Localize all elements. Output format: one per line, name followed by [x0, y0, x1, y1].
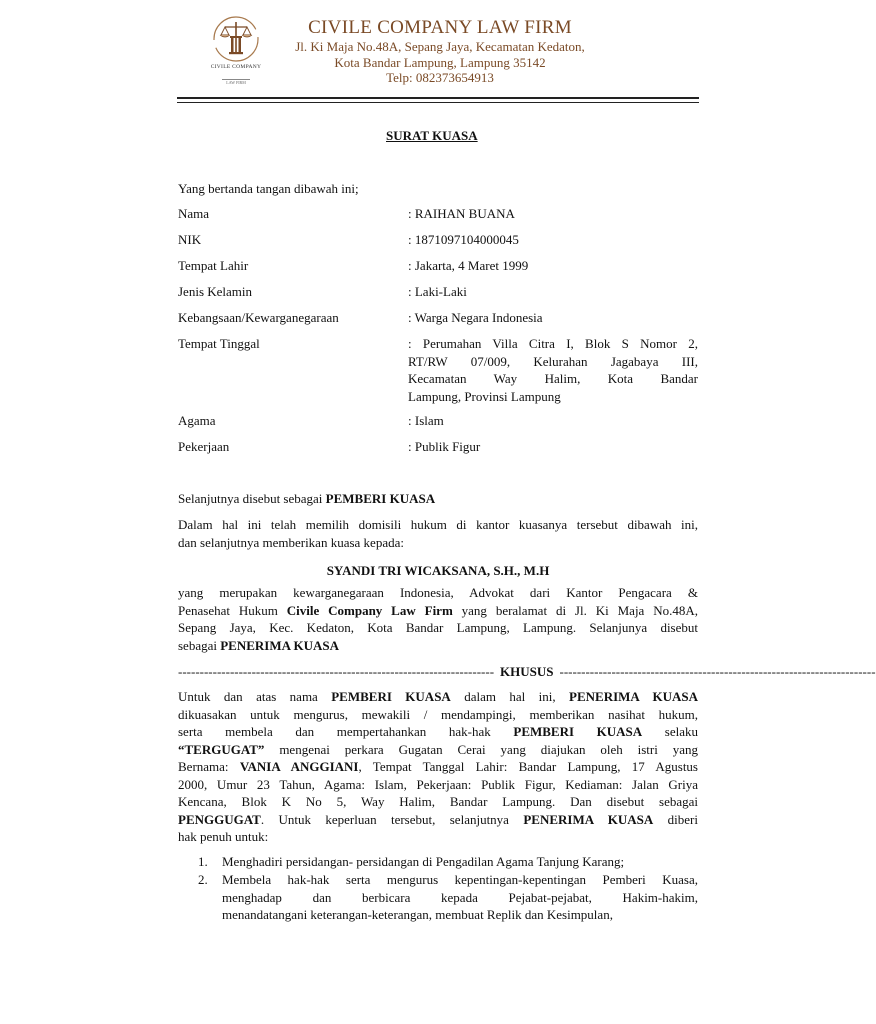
paragraph-line: [178, 741, 698, 759]
intro-text: Yang bertanda tangan dibawah ini;: [178, 181, 359, 196]
letterhead: [290, 17, 590, 86]
pemberi-prefix: Selanjutnya disebut sebagai: [178, 491, 326, 506]
pemberi-kuasa-term: PEMBERI KUASA: [325, 491, 436, 506]
paragraph-line: [178, 688, 698, 706]
khusus-divider: [178, 663, 876, 680]
bold-term: PEMBERI KUASA: [513, 724, 643, 739]
phone-number: Telp: 082373654913: [386, 70, 494, 85]
header-divider-thick: [177, 97, 699, 99]
text-run: Untuk dan atas nama: [178, 689, 332, 704]
bold-term: PENERIMA KUASA: [523, 811, 654, 827]
text-run: dalam hal ini,: [450, 689, 570, 704]
field-label-tempat-lahir: Tempat Lahir: [178, 258, 249, 273]
list-number: 2.: [198, 872, 208, 887]
field-value-agama: : Islam: [408, 413, 444, 428]
address-value-line: RT/RW 07/009, Kelurahan Jagabaya III,: [408, 353, 698, 369]
paragraph-line: yang merupakan kewarganegaraan Indonesia, Advokat dari Kantor Pengacara &: [178, 585, 698, 600]
field-label-nik: NIK: [178, 232, 202, 247]
bold-term: VANIA ANGGIANI: [239, 759, 359, 774]
field-value-tempat-lahir: : Jakarta, 4 Maret 1999: [408, 258, 529, 273]
address-value-line: Kecamatan Way Halim, Kota Bandar: [408, 371, 698, 386]
paragraph-line: dikuasakan untuk mengurus, mewakili / mendampingi, memberikan nasihat hukum,: [178, 706, 698, 722]
field-value-pekerjaan: : Publik Figur: [408, 439, 481, 454]
paragraph-line: Sepang Jaya, Kec. Kedaton, Kota Bandar Lampung, Lampung. Selanjunya disebut: [178, 620, 698, 635]
field-value-tempat-tinggal: [408, 335, 698, 405]
firm-name: CIVILE COMPANY LAW FIRM: [308, 17, 572, 38]
scales-of-justice-icon: [210, 14, 262, 64]
penerima-kuasa-name: SYANDI TRI WICAKSANA, S.H., M.H: [326, 563, 550, 578]
field-label-kebangsaan: Kebangsaan/Kewarganegaraan: [178, 310, 339, 325]
domisili-paragraph: [178, 516, 698, 551]
field-label-agama: Agama: [178, 413, 216, 428]
paragraph-line: 2000, Umur 23 Tahun, Agama: Islam, Pekerjaan: Publik Figur, Kediaman: Jalan Griya: [178, 776, 698, 792]
dash-line-right: -------------------------------------------------------------------------: [559, 664, 876, 679]
kuasa-paragraph: [178, 688, 698, 846]
text-run: Penasehat Hukum: [178, 602, 287, 618]
field-value-kebangsaan: : Warga Negara Indonesia: [408, 310, 543, 325]
field-label-nama: Nama: [178, 206, 210, 221]
list-number: 1.: [198, 854, 208, 869]
field-value-nik: : 1871097104000045: [408, 232, 519, 247]
paragraph-line: [178, 602, 698, 620]
paragraph-line: [178, 723, 698, 741]
field-value-jenis-kelamin: : Laki-Laki: [408, 284, 467, 299]
paragraph-line: Kencana, Blok K No 5, Way Halim, Bandar Lampung. Dan disebut sebagai: [178, 794, 698, 809]
paragraph-line: dan selanjutnya memberikan kuasa kepada:: [178, 534, 404, 550]
document-title: SURAT KUASA: [386, 128, 478, 143]
list-item-line: menghadap dan berbicara kepada Pejabat-pejabat, Hakim-hakim,: [222, 889, 698, 905]
header-divider-thin: [177, 102, 699, 103]
text-run: yang beralamat di Jl. Ki Maja No.48A,: [452, 602, 698, 618]
field-value-nama: : RAIHAN BUANA: [408, 206, 515, 221]
list-item-line: Membela hak-hak serta mengurus kepentingan-kepentingan Pemberi Kuasa,: [222, 872, 698, 887]
text-run: diberi: [653, 811, 698, 827]
firm-name-inline: Civile Company Law Firm: [286, 602, 453, 618]
bold-term: PEMBERI KUASA: [331, 689, 451, 704]
paragraph-line: Dalam hal ini telah memilih domisili hukum di kantor kuasanya tersebut dibawah ini,: [178, 517, 698, 532]
text-run: . Untuk keperluan tersebut, selanjutnya: [260, 811, 524, 827]
address-line-2: Kota Bandar Lampung, Lampung 35142: [334, 54, 546, 70]
address-line-1: Jl. Ki Maja No.48A, Sepang Jaya, Kecamatan Kedaton,: [295, 39, 585, 54]
field-label-pekerjaan: Pekerjaan: [178, 439, 230, 454]
dash-line-left: -------------------------------------------------------------------------: [178, 664, 495, 679]
bold-term: PENERIMA KUASA: [569, 689, 698, 704]
bold-term: “TERGUGAT”: [178, 741, 265, 757]
firm-logo: [200, 14, 272, 84]
text-run: sebagai: [178, 637, 221, 653]
paragraph-line: [178, 637, 698, 655]
list-item-line: menandatangani keterangan-keterangan, membuat Replik dan Kesimpulan,: [222, 907, 613, 922]
bold-term: PENGGUGAT: [178, 811, 261, 827]
khusus-label: KHUSUS: [500, 664, 554, 679]
list-item: [222, 871, 698, 924]
pemberi-kuasa-line: [178, 490, 435, 507]
text-run: , Tempat Tanggal Lahir: Bandar Lampung, 17 Agustus: [358, 759, 698, 774]
logo-firm-sub: LAW FIRM: [222, 79, 250, 85]
penerima-paragraph: [178, 584, 698, 654]
list-item: [222, 853, 698, 871]
address-value-line: Lampung, Provinsi Lampung: [408, 388, 561, 404]
logo-firm-name: CIVILE COMPANY: [210, 64, 262, 70]
text-run: mengenai perkara Gugatan Cerai yang diajukan oleh istri yang: [264, 741, 698, 757]
paragraph-line: hak penuh untuk:: [178, 829, 269, 844]
paragraph-line: [178, 758, 698, 776]
text-run: serta membela dan mempertahankan hak-hak: [178, 724, 514, 739]
address-value-line: : Perumahan Villa Citra I, Blok S Nomor 2,: [408, 336, 698, 351]
field-label-jenis-kelamin: Jenis Kelamin: [178, 284, 253, 299]
text-run: Bernama:: [178, 759, 240, 774]
penerima-kuasa-term: PENERIMA KUASA: [220, 637, 340, 653]
field-label-tempat-tinggal: Tempat Tinggal: [178, 336, 260, 351]
list-item-line: Menghadiri persidangan- persidangan di Pengadilan Agama Tanjung Karang;: [222, 854, 625, 869]
text-run: selaku: [642, 724, 698, 739]
paragraph-line: [178, 811, 698, 829]
